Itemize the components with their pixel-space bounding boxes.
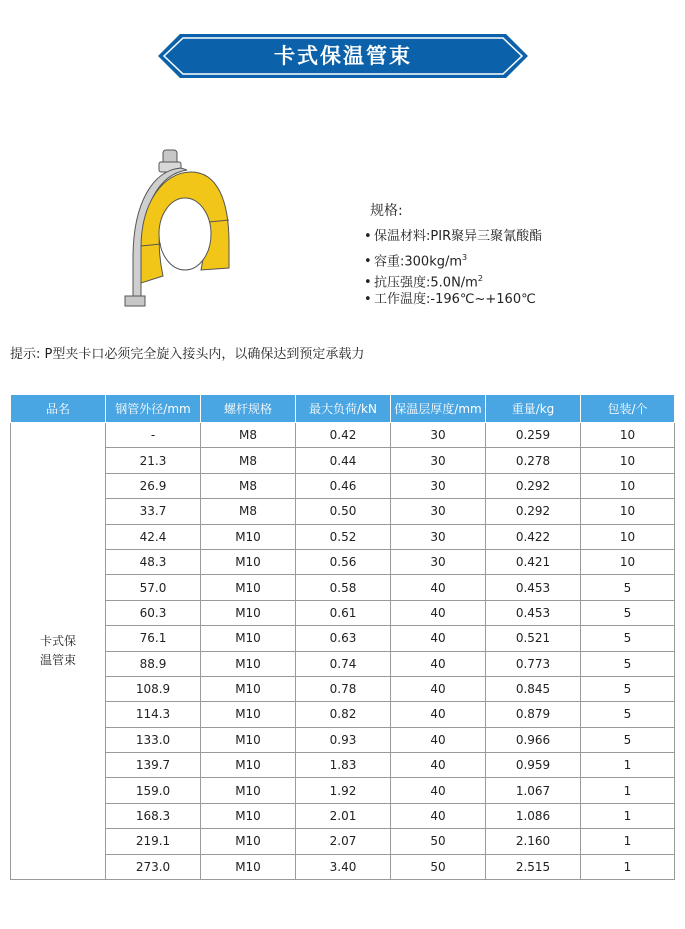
cell-weight: 0.879	[486, 702, 581, 727]
cell-weight: 0.421	[486, 549, 581, 574]
cell-weight: 0.292	[486, 499, 581, 524]
cell-package: 1	[581, 753, 675, 778]
product-name-line: 卡式保	[39, 634, 76, 649]
cell-rod-spec: M10	[201, 753, 296, 778]
cell-max-load: 0.50	[296, 499, 391, 524]
cell-pipe-diameter: 33.7	[106, 499, 201, 524]
cell-pipe-diameter: 133.0	[106, 727, 201, 752]
cell-pipe-diameter: 168.3	[106, 803, 201, 828]
table-row	[11, 626, 675, 651]
table-row	[11, 549, 675, 574]
spec-item-strength	[364, 268, 542, 289]
cell-package: 1	[581, 829, 675, 854]
cell-max-load: 2.07	[296, 829, 391, 854]
cell-rod-spec: M10	[201, 778, 296, 803]
spec-superscript: 3	[462, 253, 468, 262]
table-header-row	[11, 395, 675, 423]
cell-insulation-thickness: 40	[391, 753, 486, 778]
cell-weight: 1.086	[486, 803, 581, 828]
header-package: 包装/个	[581, 395, 675, 423]
cell-insulation-thickness: 40	[391, 702, 486, 727]
table-row	[11, 778, 675, 803]
cell-package: 10	[581, 499, 675, 524]
title-banner	[158, 34, 528, 78]
cell-pipe-diameter: 48.3	[106, 549, 201, 574]
cell-max-load: 0.42	[296, 423, 391, 448]
cell-package: 1	[581, 778, 675, 803]
cell-rod-spec: M10	[201, 829, 296, 854]
header-pipe-diameter: 钢管外径/mm	[106, 395, 201, 423]
spec-value: 300kg/m	[404, 254, 463, 270]
cell-package: 1	[581, 854, 675, 879]
table-row	[11, 676, 675, 701]
cell-package: 10	[581, 448, 675, 473]
cell-insulation-thickness: 40	[391, 575, 486, 600]
spec-label: 保温材料:	[374, 229, 431, 244]
spec-value: 5.0N/m	[430, 275, 478, 291]
cell-weight: 0.292	[486, 473, 581, 498]
cell-max-load: 2.01	[296, 803, 391, 828]
page-title: 卡式保温管束	[274, 44, 412, 68]
spec-value: PIR聚异三聚氰酸酯	[430, 229, 543, 244]
cell-insulation-thickness: 40	[391, 778, 486, 803]
table-row	[11, 499, 675, 524]
cell-weight: 0.278	[486, 448, 581, 473]
table-row	[11, 651, 675, 676]
cell-rod-spec: M10	[201, 549, 296, 574]
spec-item-material	[364, 226, 542, 247]
spec-label: 容重:	[374, 254, 405, 270]
spec-heading: 规格:	[370, 203, 403, 219]
cell-weight: 0.453	[486, 600, 581, 625]
cell-package: 1	[581, 803, 675, 828]
cell-weight: 1.067	[486, 778, 581, 803]
cell-package: 10	[581, 524, 675, 549]
header-product-name: 品名	[11, 395, 106, 423]
table-row	[11, 423, 675, 448]
spec-label: 抗压强度:	[374, 275, 431, 291]
spec-item-density	[364, 247, 542, 268]
spec-value: -196℃~+160℃	[430, 292, 536, 307]
cell-insulation-thickness: 40	[391, 651, 486, 676]
spec-list	[364, 200, 542, 310]
cell-pipe-diameter: 108.9	[106, 676, 201, 701]
table-row	[11, 753, 675, 778]
cell-pipe-diameter: 159.0	[106, 778, 201, 803]
cell-package: 5	[581, 626, 675, 651]
cell-rod-spec: M10	[201, 702, 296, 727]
cell-max-load: 0.61	[296, 600, 391, 625]
cell-max-load: 0.46	[296, 473, 391, 498]
table-body	[11, 423, 675, 880]
cell-weight: 0.259	[486, 423, 581, 448]
cell-weight: 0.845	[486, 676, 581, 701]
table-row	[11, 854, 675, 879]
cell-pipe-diameter: 273.0	[106, 854, 201, 879]
cell-insulation-thickness: 40	[391, 676, 486, 701]
spec-superscript: 2	[477, 274, 483, 283]
cell-insulation-thickness: 40	[391, 803, 486, 828]
bullet-icon: •	[364, 292, 372, 307]
cell-pipe-diameter: 60.3	[106, 600, 201, 625]
cell-max-load: 0.78	[296, 676, 391, 701]
cell-rod-spec: M8	[201, 448, 296, 473]
cell-rod-spec: M8	[201, 499, 296, 524]
product-image	[105, 148, 240, 308]
bullet-icon: •	[364, 254, 372, 270]
cell-package: 5	[581, 702, 675, 727]
table-row	[11, 575, 675, 600]
cell-max-load: 0.58	[296, 575, 391, 600]
cell-pipe-diameter: 42.4	[106, 524, 201, 549]
cell-max-load: 1.92	[296, 778, 391, 803]
cell-insulation-thickness: 40	[391, 727, 486, 752]
cell-insulation-thickness: 50	[391, 854, 486, 879]
bullet-icon: •	[364, 229, 372, 244]
cell-rod-spec: M10	[201, 727, 296, 752]
cell-pipe-diameter: 139.7	[106, 753, 201, 778]
cell-weight: 2.515	[486, 854, 581, 879]
cell-package: 5	[581, 575, 675, 600]
cell-rod-spec: M10	[201, 676, 296, 701]
table-row	[11, 600, 675, 625]
table-row	[11, 448, 675, 473]
cell-insulation-thickness: 30	[391, 524, 486, 549]
cell-weight: 0.959	[486, 753, 581, 778]
cell-rod-spec: M10	[201, 803, 296, 828]
cell-package: 5	[581, 600, 675, 625]
header-rod-spec: 螺杆规格	[201, 395, 296, 423]
cell-weight: 0.966	[486, 727, 581, 752]
bullet-icon: •	[364, 275, 372, 291]
spec-label: 工作温度:	[374, 292, 431, 307]
cell-pipe-diameter: -	[106, 423, 201, 448]
header-insulation-thickness: 保温层厚度/mm	[391, 395, 486, 423]
spec-item-temperature	[364, 289, 542, 310]
cell-weight: 0.521	[486, 626, 581, 651]
cell-pipe-diameter: 21.3	[106, 448, 201, 473]
installation-tip: 提示: P型夹卡口必须完全旋入接头内，以确保达到预定承载力	[10, 347, 365, 362]
cell-insulation-thickness: 40	[391, 600, 486, 625]
cell-weight: 0.453	[486, 575, 581, 600]
table-row	[11, 702, 675, 727]
cell-package: 5	[581, 676, 675, 701]
cell-package: 10	[581, 473, 675, 498]
cell-insulation-thickness: 40	[391, 626, 486, 651]
cell-max-load: 0.52	[296, 524, 391, 549]
cell-package: 10	[581, 423, 675, 448]
cell-max-load: 0.63	[296, 626, 391, 651]
cell-pipe-diameter: 219.1	[106, 829, 201, 854]
header-max-load: 最大负荷/kN	[296, 395, 391, 423]
cell-max-load: 0.56	[296, 549, 391, 574]
table-row	[11, 727, 675, 752]
cell-insulation-thickness: 30	[391, 448, 486, 473]
cell-weight: 0.422	[486, 524, 581, 549]
cell-package: 10	[581, 549, 675, 574]
cell-weight: 0.773	[486, 651, 581, 676]
spec-table	[10, 394, 675, 880]
cell-max-load: 0.44	[296, 448, 391, 473]
cell-insulation-thickness: 30	[391, 423, 486, 448]
cell-pipe-diameter: 88.9	[106, 651, 201, 676]
cell-rod-spec: M10	[201, 651, 296, 676]
cell-insulation-thickness: 30	[391, 499, 486, 524]
table-row	[11, 524, 675, 549]
header-weight: 重量/kg	[486, 395, 581, 423]
cell-package: 5	[581, 727, 675, 752]
cell-max-load: 0.74	[296, 651, 391, 676]
cell-max-load: 1.83	[296, 753, 391, 778]
cell-insulation-thickness: 30	[391, 473, 486, 498]
cell-max-load: 0.82	[296, 702, 391, 727]
cell-rod-spec: M10	[201, 600, 296, 625]
cell-package: 5	[581, 651, 675, 676]
cell-rod-spec: M8	[201, 423, 296, 448]
cell-pipe-diameter: 114.3	[106, 702, 201, 727]
cell-rod-spec: M10	[201, 524, 296, 549]
cell-pipe-diameter: 76.1	[106, 626, 201, 651]
cell-max-load: 3.40	[296, 854, 391, 879]
table-row	[11, 803, 675, 828]
cell-rod-spec: M10	[201, 854, 296, 879]
product-name-line: 温管束	[39, 653, 76, 668]
cell-rod-spec: M8	[201, 473, 296, 498]
table-row	[11, 473, 675, 498]
product-name-cell	[11, 423, 106, 880]
cell-pipe-diameter: 26.9	[106, 473, 201, 498]
cell-rod-spec: M10	[201, 626, 296, 651]
table-row	[11, 829, 675, 854]
cell-weight: 2.160	[486, 829, 581, 854]
cell-insulation-thickness: 30	[391, 549, 486, 574]
cell-insulation-thickness: 50	[391, 829, 486, 854]
cell-rod-spec: M10	[201, 575, 296, 600]
cell-max-load: 0.93	[296, 727, 391, 752]
cell-pipe-diameter: 57.0	[106, 575, 201, 600]
